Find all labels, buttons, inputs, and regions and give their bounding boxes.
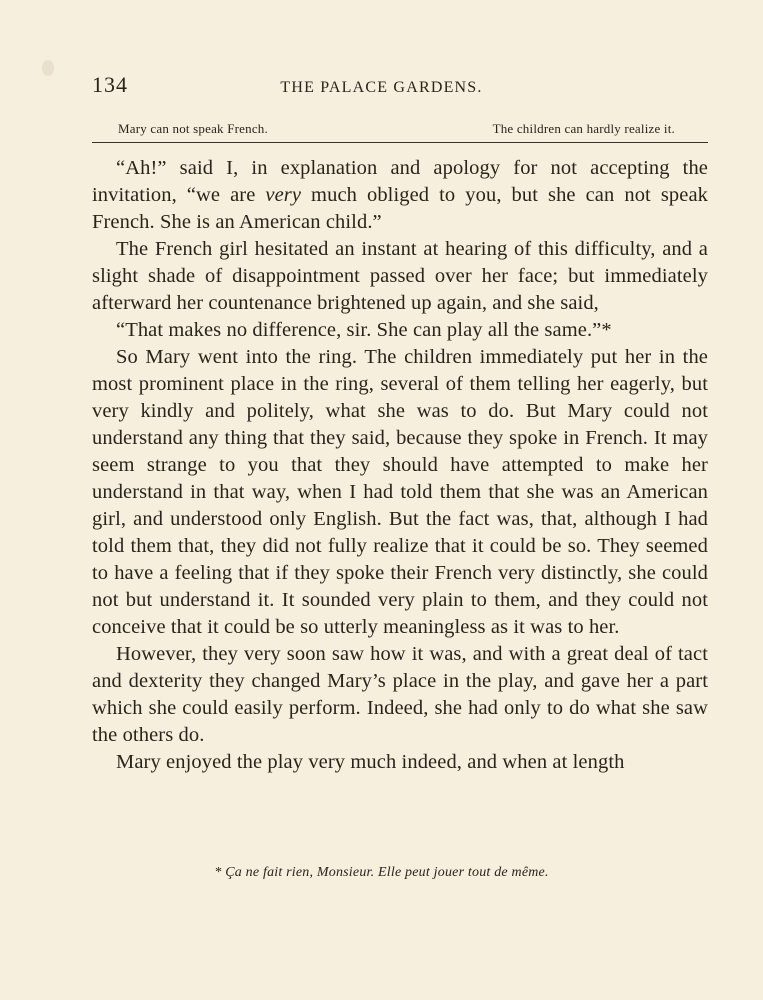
paragraph: The French girl hesitated an instant at hearing of this difficulty, and a slight shade of disappointment passed over her face; but immediately afterward her countenance brightened up again, and she said, <box>92 238 708 314</box>
header-rule <box>92 142 708 143</box>
headnote-left: Mary can not speak French. <box>118 121 268 136</box>
headnote-right: The children can hardly realize it. <box>492 121 675 136</box>
paper-stain <box>42 60 54 76</box>
paragraph: Mary enjoyed the play very much indeed, and when at length <box>116 751 625 773</box>
paragraph-text: “Ah!” said I, in explanation and apology for not accepting the invitation, “we are <box>92 157 708 206</box>
paragraph: However, they very soon saw how it was, and with a great deal of tact and dexterity they changed Mary’s place in the play, and gave her a part which she could easily perform. Indeed, she had only to do what she saw the others do. <box>92 643 708 746</box>
body-text <box>92 155 708 776</box>
page-number: 134 <box>92 72 128 97</box>
footnote: * Ça ne fait rien, Monsieur. Elle peut jouer tout de même. <box>214 865 549 880</box>
paragraph: “That makes no difference, sir. She can play all the same.”* <box>116 319 612 341</box>
paragraph-text: much obliged to you, but she can not speak French. She is an American child.” <box>92 184 708 233</box>
running-title: THE PALACE GARDENS. <box>280 79 483 96</box>
paragraph: So Mary went into the ring. The children immediately put her in the most prominent place in the ring, several of them telling her eagerly, but very kindly and politely, what she was to do. But Mary could not understand any thing that they said, because they spoke in French. It may seem strange to you that they should have attempted to make her understand in that way, when I had told them that she was an American girl, and understood only English. But the fact was, that, although I had told them that, they did not fully realize that it could be so. They seemed to have a feeling that if they spoke their French very distinctly, she could not but understand it. It sounded very plain to them, and they could not conceive that it could be so utterly meaningless as it was to her. <box>92 346 708 638</box>
paragraph <box>92 155 708 236</box>
emphasized-word: very <box>265 184 302 206</box>
